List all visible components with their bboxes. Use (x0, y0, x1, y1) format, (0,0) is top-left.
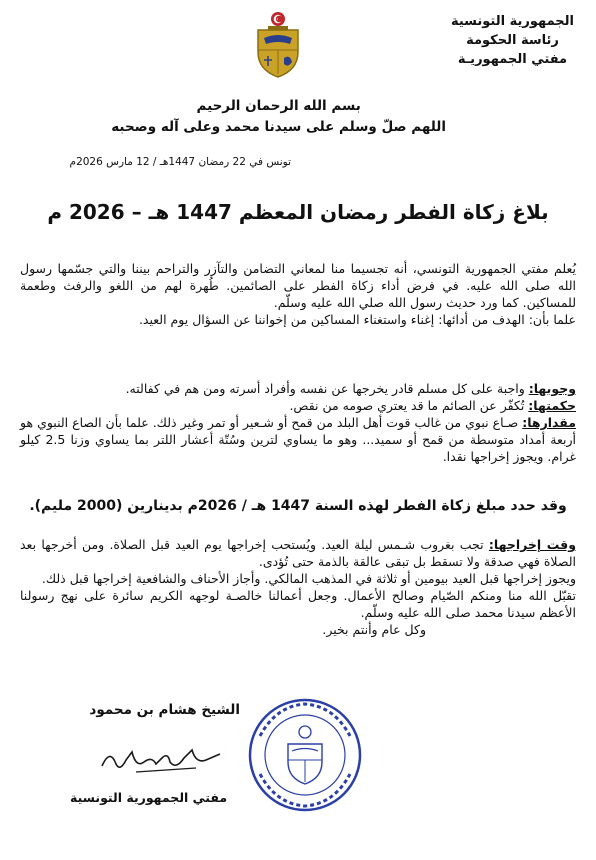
goal-paragraph: علما بأن: الهدف من أدائها: إغناء واستغناء المساكين من إخواننا عن السؤال يوم العيد. (138, 312, 576, 327)
obligation-label: وجوبها: (528, 381, 576, 396)
handwritten-signature (96, 738, 226, 778)
timing-section (20, 536, 576, 638)
quantity-text: صـاع نبوي من غالب قوت أهل البلد من قمح أو شـعير أو تمر وغير ذلك. علما بأن الصاع النبوي هو أربعة أمداد متوسطة من قمح أو سميد... وهو ما يساوي لترين وسُتّة أعشار اللتر بما يساوي وزنا 2.5 كيلو غرام. ويجوز إخراجها نقدا. (20, 415, 576, 464)
basmala-block (111, 96, 446, 138)
official-stamp (246, 696, 364, 814)
wisdom-label: حكمتها: (528, 398, 576, 413)
early-payment-paragraph: ويجوز إخراجها قبل العيد بيومين أو ثلاثة في المذهب المالكي. وأجاز الأحناف والشافعية إخراجها قبل ذلك. (41, 571, 576, 586)
wisdom-paragraph (20, 397, 576, 414)
timing-label: وقت إخراجها: (488, 537, 576, 552)
intro-paragraph: يُعلم مفتي الجمهورية التونسي، أنه تجسيما منا لمعاني التضامن والتآزر والتراحم بيننا والتي جسّمها رسول الله صلى الله عليه. في فرض أداء زكاة الفطر على الصائمين. طُهرة لهم من اللغو والرفث وطعمة للمساكين. كما ورد حديث رسول الله صلي الله عليه وسلّم. (20, 261, 576, 310)
prayer-paragraph: تقبّل الله منا ومنكم الصّيام وصالح الأعمال. وجعل أعمالنا خالصـة لوجهه الكريم سائرة على نهج رسولنا الأعظم سيدنا محمد صلى الله عليه وسلّم. (20, 588, 576, 620)
rules-section (20, 380, 576, 465)
salawat-line: اللهم صلّ وسلم على سيدنا محمد وعلى آله وصحبه (111, 119, 446, 135)
letterhead-line-mufti: مفتي الجمهوريـة (457, 52, 568, 67)
amount-statement: وقد حدد مبلغ زكاة الفطر لهذه السنة 1447 هـ / 2026م بدينارين (2000 مليم). (29, 498, 567, 514)
obligation-paragraph (20, 380, 576, 397)
letterhead-line-republic: الجمهورية التونسية (450, 14, 574, 29)
quantity-paragraph (20, 414, 576, 465)
intro-section (20, 260, 576, 328)
letterhead (451, 12, 574, 69)
obligation-text: واجبة على كل مسلم قادر يخرجها عن نفسه وأفراد أسرته ومن هم في كفالته. (125, 381, 529, 396)
wisdom-text: تُكفّر عن الصائم ما قد يعتري صومه من نقص. (289, 398, 529, 413)
signatory-title: مفتي الجمهورية التونسية (70, 790, 228, 805)
letterhead-line-government: رئاسة الحكومة (466, 33, 559, 48)
document-date: تونس في 22 رمضان 1447هـ / 12 مارس 2026م (69, 156, 291, 168)
signatory-name: الشيخ هشام بن محمود (89, 702, 240, 718)
closing-greeting: وكل عام وأنتم بخير. (322, 622, 426, 637)
quantity-label: مقدارها: (522, 415, 576, 430)
timing-text: تجب بغروب شـمس ليلة العيد. ويُستحب إخراجها يوم العيد قبل الصلاة. ومن أخرجها بعد الصلاة فهي صدقة ولا تسقط بل تبقى عالقة بالذمة حتى تُؤدى. (20, 537, 576, 569)
tunisia-coat-of-arms-icon (250, 10, 306, 80)
basmala-line: بسم الله الرحمان الرحيم (196, 98, 361, 114)
document-title: بلاغ زكاة الفطر رمضان المعظم 1447 هـ – 2026 م (47, 200, 549, 224)
timing-paragraph (20, 536, 576, 570)
